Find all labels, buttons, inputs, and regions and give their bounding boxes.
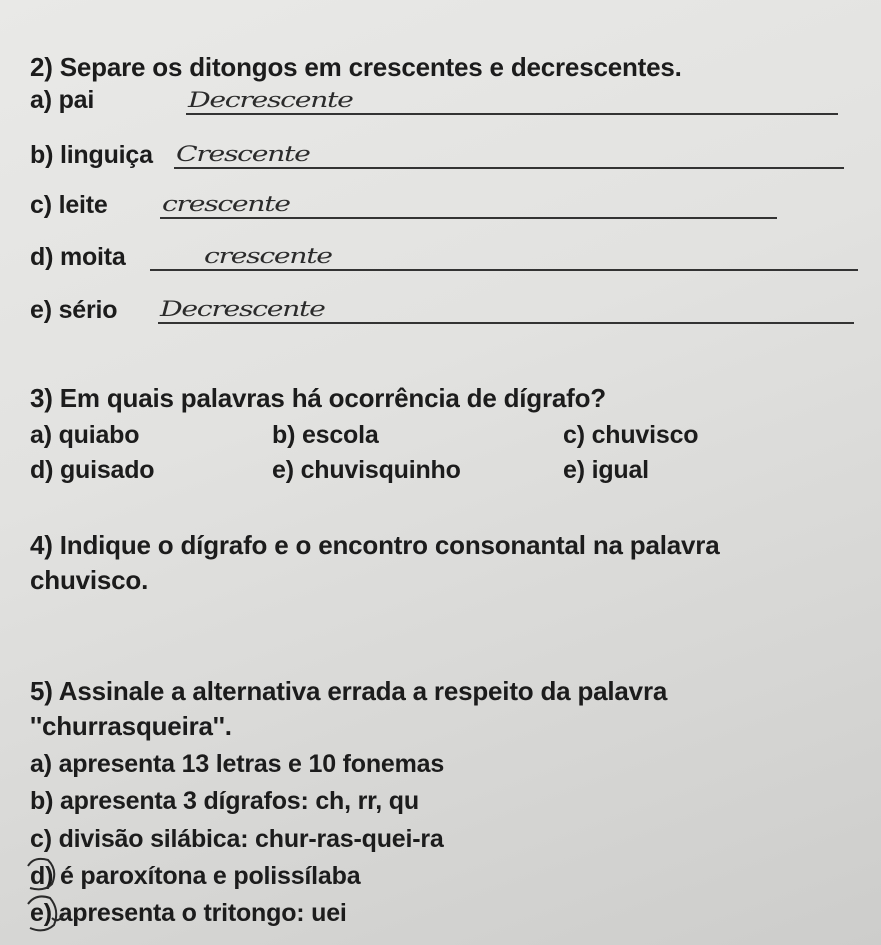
q2-title: 2) Separe os ditongos em crescentes e decrescentes.	[30, 52, 682, 82]
q2-item-d-label: d) moita	[30, 243, 126, 271]
q3-title: 3) Em quais palavras há ocorrência de dígrafo?	[30, 383, 606, 413]
circle-mark-e	[28, 896, 56, 930]
q5-option-b[interactable]: b) apresenta 3 dígrafos: ch, rr, qu	[30, 787, 419, 815]
q4-title-line2: chuvisco.	[30, 565, 149, 595]
q5-option-d[interactable]: d) é paroxítona e polissílaba	[30, 862, 361, 890]
q2-item-e-answer: Decrescente	[160, 297, 325, 321]
q3-option-a[interactable]: a) quiabo	[30, 421, 140, 449]
q3-option-e2[interactable]: e) igual	[563, 456, 649, 484]
q2-item-d-answer: crescente	[204, 244, 332, 268]
q2-item-a-answer: Decrescente	[188, 88, 353, 112]
q5-option-e[interactable]: e) apresenta o tritongo: uei	[30, 899, 347, 927]
q3-option-d[interactable]: d) guisado	[30, 456, 155, 484]
circle-mark-d	[28, 859, 54, 889]
q5-option-c[interactable]: c) divisão silábica: chur-ras-quei-ra	[30, 825, 444, 853]
circle-mark-e-tail	[52, 914, 64, 920]
q5-title-line2: ''churrasqueira''.	[30, 711, 232, 741]
q2-item-c-label: c) leite	[30, 191, 108, 219]
q2-item-a-label: a) pai	[30, 86, 95, 114]
q5-title-line1: 5) Assinale a alternativa errada a respeito da palavra	[30, 676, 668, 706]
q2-item-c-answer: crescente	[162, 192, 290, 216]
q4-title-line1: 4) Indique o dígrafo e o encontro consonantal na palavra	[30, 530, 720, 560]
q3-option-b[interactable]: b) escola	[272, 421, 379, 449]
q2-item-b-label: b) linguiça	[30, 141, 153, 169]
q2-item-e-label: e) sério	[30, 296, 118, 324]
q2-item-b-answer: Crescente	[176, 142, 310, 166]
q3-option-c[interactable]: c) chuvisco	[563, 421, 699, 449]
q5-option-a[interactable]: a) apresenta 13 letras e 10 fonemas	[30, 750, 445, 778]
q3-option-e[interactable]: e) chuvisquinho	[272, 456, 461, 484]
